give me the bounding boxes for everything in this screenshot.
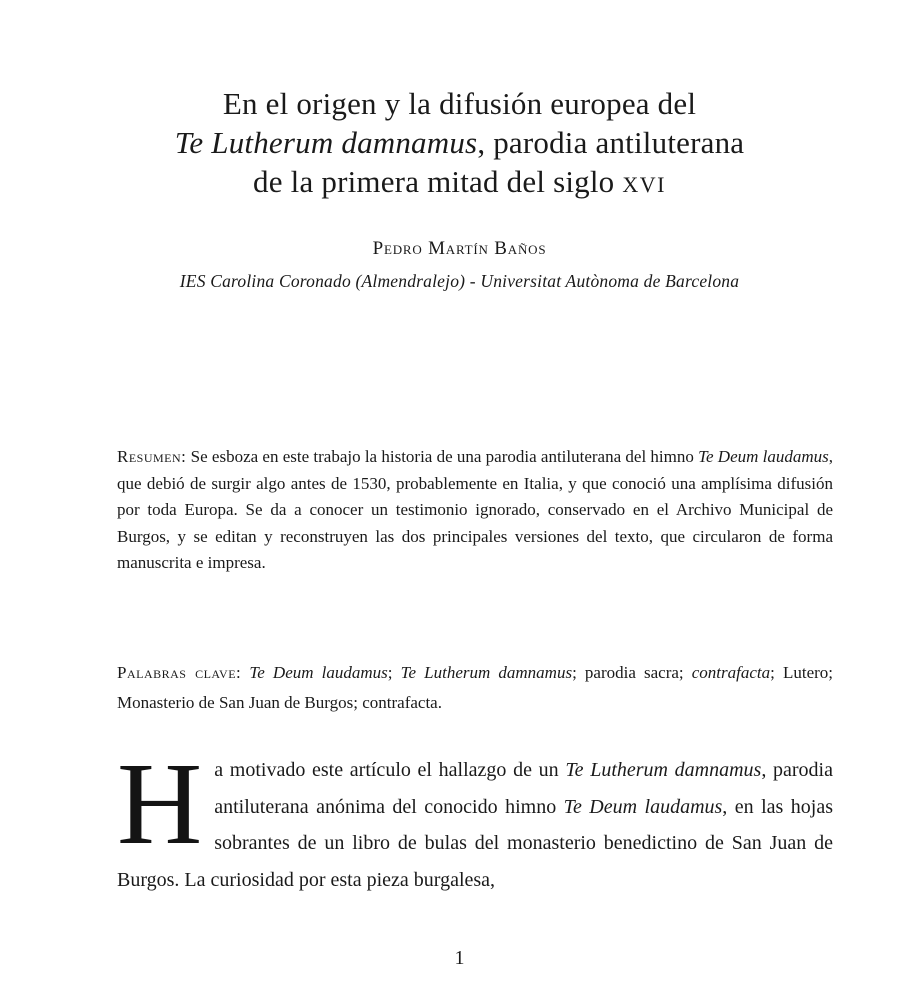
- body-text: [117, 738, 833, 898]
- body-italic-1: Te Lutherum damnamus: [565, 759, 762, 781]
- abstract-label: Resumen:: [117, 447, 187, 466]
- keywords: [117, 658, 833, 718]
- title-line-3: [0, 162, 919, 204]
- keyword-sep-2: ; parodia sacra;: [572, 663, 692, 682]
- abstract-text-2: , que debió de surgir algo antes de 1530, probablemente en Italia, y que conoció una amplísima difusión por toda Europa. Se da a conocer un testimonio ignorado, conservado en el Archivo Municipal de Burgos, y se editan y reconstruyen las dos principales versiones del texto, que circularon de forma manuscrita e impresa.: [117, 447, 834, 573]
- title-line-3-main: de la primera mitad del siglo: [253, 164, 623, 199]
- keyword-1: Te Deum laudamus: [249, 663, 388, 682]
- abstract: [117, 444, 833, 577]
- title-century: XVI: [622, 172, 666, 197]
- page-number: 1: [454, 947, 465, 969]
- keywords-rest: ; Lutero; Monasterio de San Juan de Burgos; contrafacta.: [117, 663, 833, 712]
- keywords-paragraph: [117, 658, 833, 718]
- body-text-1: a motivado este artículo el hallazgo de un: [214, 759, 566, 781]
- abstract-italic-1: Te Deum laudamus: [698, 447, 829, 466]
- abstract-paragraph: [117, 444, 833, 577]
- title-line-2: [0, 123, 919, 162]
- author-affiliation: IES Carolina Coronado (Almendralejo) - Universitat Autònoma de Barcelona: [179, 271, 740, 291]
- author-name: Pedro Martín Baños: [372, 238, 547, 259]
- body-text-2: , parodia antiluterana anónima del conocido himno: [214, 759, 833, 818]
- keyword-3: contrafacta: [691, 663, 771, 682]
- body-italic-2: Te Deum laudamus: [563, 795, 723, 818]
- body-paragraph: [117, 738, 833, 898]
- drop-cap: H: [117, 738, 203, 869]
- title-line-2-rest: , parodia antiluterana: [477, 125, 745, 160]
- keywords-label: Palabras clave:: [117, 663, 242, 682]
- article-title: [0, 84, 919, 204]
- keyword-2: Te Lutherum damnamus: [400, 663, 573, 682]
- body-text-3: , en las hojas sobrantes de un libro de bulas del monasterio benedictino de San Juan de Burgos. La curiosidad por esta pieza burgalesa,: [117, 795, 833, 891]
- abstract-text-1: Se esboza en este trabajo la historia de una parodia antiluterana del himno: [186, 447, 699, 466]
- title-line-1: En el origen y la difusión europea del: [222, 86, 697, 121]
- title-italic-work: Te Lutherum damnamus: [174, 125, 478, 160]
- keyword-sep-1: ;: [387, 663, 401, 682]
